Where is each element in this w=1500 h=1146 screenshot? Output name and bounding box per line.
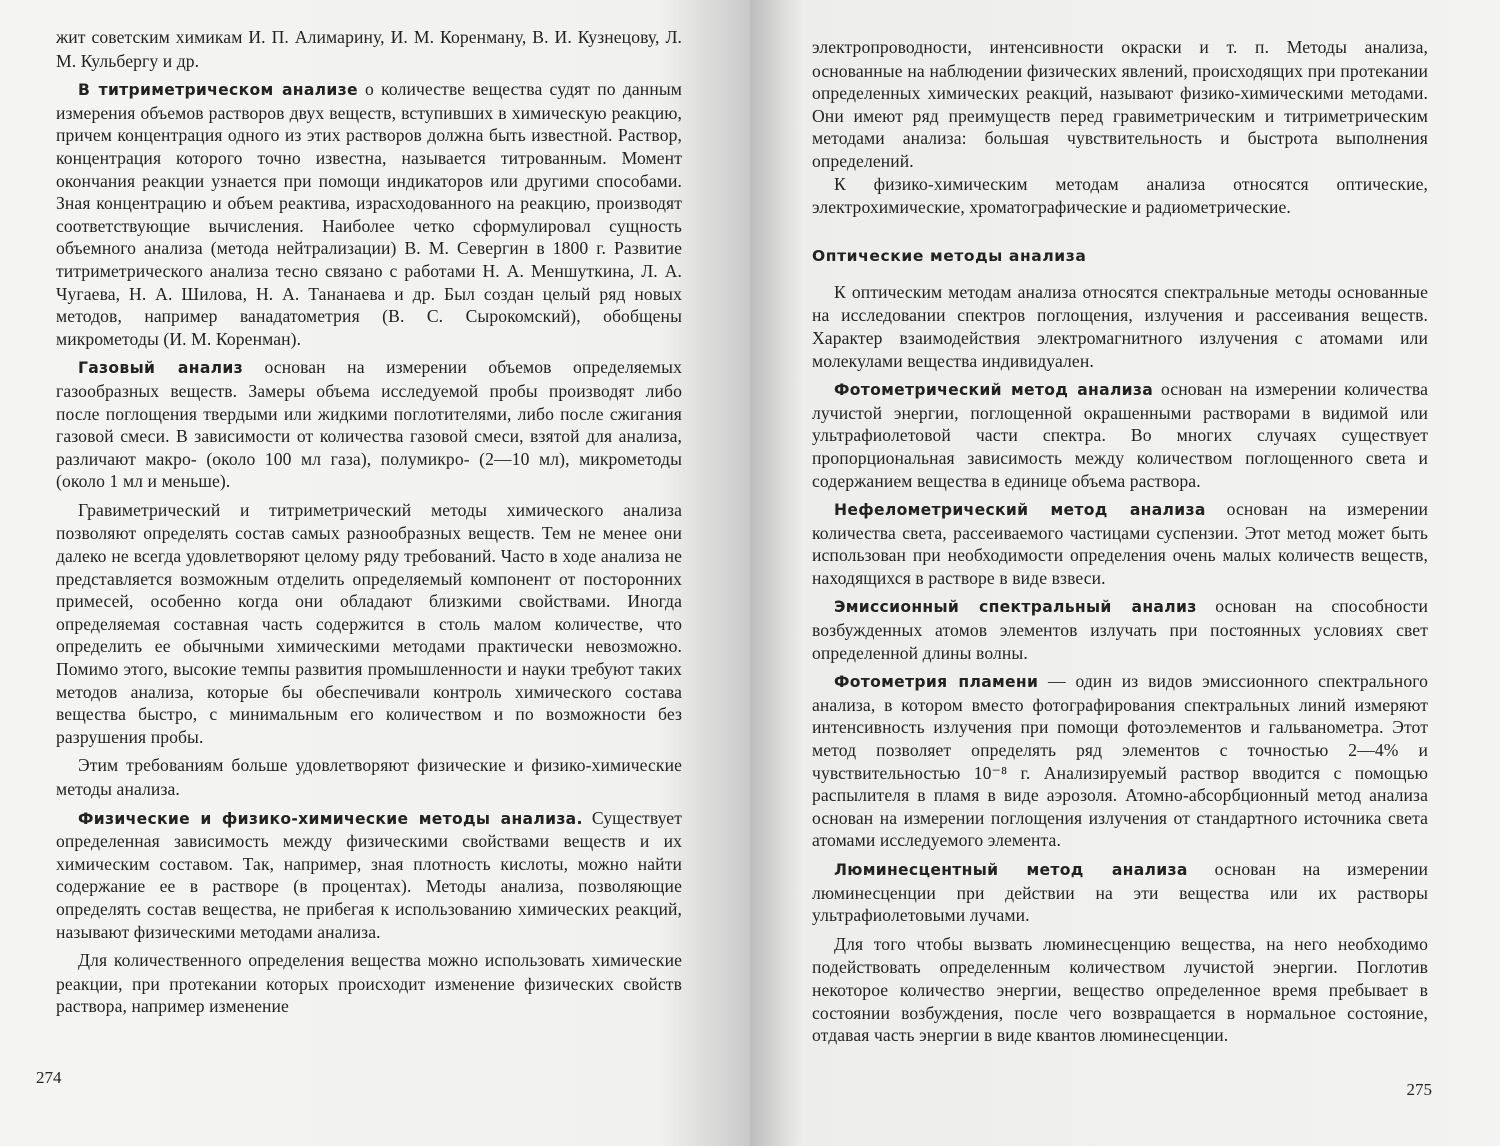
- paragraph: электропроводности, интенсивности окраски и т. п. Методы анализа, основанные на наблюдении физических явлений, происходящих при протекании определенных химических реакций, называют физико-химическими методами. Они имеют ряд преимуществ перед гравиметрическим и титриметрическим методами анализа: большая чувствительность и быстрота выполнения определений.: [812, 37, 1428, 171]
- page-number: 275: [1406, 1080, 1432, 1099]
- paragraph: Физические и физико-химические методы анализа. Существует определенная зависимость между физическими свойствами веществ и их химическим составом. Так, например, зная плотность кислоты, можно найти содержание ее в растворе (в процентах). Методы анализа, позволяющие определять состав вещества, не прибегая к использованию химических реакций, называют физическими методами анализа.: [56, 807, 682, 942]
- paragraph-lead-term: Фотометрический метод анализа: [834, 381, 1154, 400]
- paragraph: В титриметрическом анализе о количестве вещества судят по данным измерения объемов растворов двух веществ, вступивших в химическую реакцию, причем концентрация одного из этих растворов должна быть известной. Раствор, концентрация которого точно известна, называется титрованным. Момент окончания реакции узнается при помощи индикаторов или другими способами. Зная концентрацию и объем реактива, израсходованного на реакцию, производят соответствующие вычисления. Наиболее четко сформулировал сущность объемного анализа (метода нейтрализации) В. М. Севергин в 1800 г. Развитие титриметрического анализа тесно связано с работами Н. А. Меншуткина, Л. А. Чугаева, Н. А. Шилова, Н. А. Тананаева и др. Был создан целый ряд новых методов, например ванадатометрия (В. С. Сырокомский), обобщены микрометоды (И. М. Коренман).: [56, 79, 682, 349]
- paragraph: Для количественного определения вещества можно использовать химические реакции, при протекании которых происходит изменение физических свойств раствора, например изменение: [56, 950, 682, 1017]
- paragraph: Люминесцентный метод анализа основан на измерении люминесценции при действии на эти вещества или их растворы ультрафиолетовыми лучами.: [812, 859, 1428, 926]
- paragraph: Нефелометрический метод анализа основан на измерении количества света, рассеиваемого частицами суспензии. Этот метод может быть использован при необходимости определения очень малых количеств веществ, находящихся в растворе в виде взвеси.: [812, 499, 1428, 588]
- paragraph-lead-term: Люминесцентный метод анализа: [834, 861, 1188, 879]
- paragraph: жит советским химикам И. П. Алимарину, И. М. Коренману, В. И. Кузнецову, Л. М. Кульбергу и др.: [56, 27, 682, 71]
- page-number: 274: [36, 1068, 62, 1087]
- paragraph: Для того чтобы вызвать люминесценцию вещества, на него необходимо подействовать определенным количеством лучистой энергии. Поглотив некоторое количество энергии, вещество определенное время пребывает в состоянии возбуждения, после чего возвращается в нормальное состояние, отдавая часть энергии в виде квантов люминесценции.: [812, 933, 1428, 1046]
- paragraph-lead-term: Газовый анализ: [78, 359, 243, 378]
- paragraph-lead-term: В титриметрическом анализе: [78, 81, 358, 100]
- paragraph-lead-term: Физические и физико-химические методы анализа.: [78, 809, 583, 828]
- paragraph-lead-term: Эмиссионный спектральный анализ: [834, 598, 1197, 617]
- section-heading: Оптические методы анализа: [812, 246, 1087, 265]
- paragraph-lead-term: Фотометрия пламени: [834, 673, 1039, 692]
- paragraph: Фотометрия пламени — один из видов эмиссионного спектрального анализа, в котором вместо фотографирования спектральных линий измеряют интенсивность излучения при помощи фотоэлементов и гальванометра. Этот метод позволяет определять ряд элементов с точностью 2—4% и чувствительностью 10⁻⁸ г. Анализируемый раствор вводится с помощью распылителя в пламя в виде аэрозоля. Атомно-абсорбционный метод анализа основан на измерении поглощения излучения от стандартного источника света атомами исследуемого элемента.: [812, 671, 1428, 851]
- paragraph-lead-term: Нефелометрический метод анализа: [834, 501, 1206, 520]
- paragraph: Гравиметрический и титриметрический методы химического анализа позволяют определять состав самых разнообразных веществ. Тем не менее они далеко не всегда удовлетворяют целому ряду требований. Часто в ходе анализа не представляется возможным отделить определяемый компонент от посторонних примесей, особенно когда они обладают близкими свойствами. Иногда определяемая составная часть содержится в столь малом количестве, что определить ее обычными химическими методами практически невозможно. Помимо этого, высокие темпы развития промышленности и науки требуют таких методов анализа, которые бы обеспечивали контроль химического состава вещества быстро, с минимальным его количеством и по возможности без разрушения пробы.: [56, 499, 682, 747]
- paragraph: Фотометрический метод анализа основан на измерении количества лучистой энергии, поглощенной окрашенными растворами в видимой или ультрафиолетовой части спектра. Во многих случаях существует пропорциональная зависимость между количеством поглощенного света и содержанием вещества в единице объема раствора.: [812, 379, 1428, 491]
- paragraph: Этим требованиям больше удовлетворяют физические и физико-химические методы анализа.: [56, 755, 682, 799]
- paragraph: Газовый анализ основан на измерении объемов определяемых газообразных веществ. Замеры объема исследуемой пробы производят либо после поглощения твердыми или жидкими поглотителями, либо после сжигания газовой смеси. В зависимости от количества газовой смеси, взятой для анализа, различают макро- (около 100 мл газа), полумикро- (2—10 мл), микрометоды (около 1 мл и меньше).: [56, 357, 682, 492]
- paragraph: К оптическим методам анализа относятся спектральные методы основанные на исследовании спектров поглощения, излучения и рассеивания веществ. Характер взаимодействия электромагнитного излучения с атомами или молекулами вещества индивидуален.: [812, 281, 1428, 371]
- paragraph: К физико-химическим методам анализа относятся оптические, электрохимические, хроматографические и радиометрические.: [812, 173, 1428, 218]
- paragraph: Эмиссионный спектральный анализ основан на способности возбужденных атомов элементов излучать при постоянных условиях свет определенной длины волны.: [812, 596, 1429, 663]
- right-page: [750, 0, 1500, 1146]
